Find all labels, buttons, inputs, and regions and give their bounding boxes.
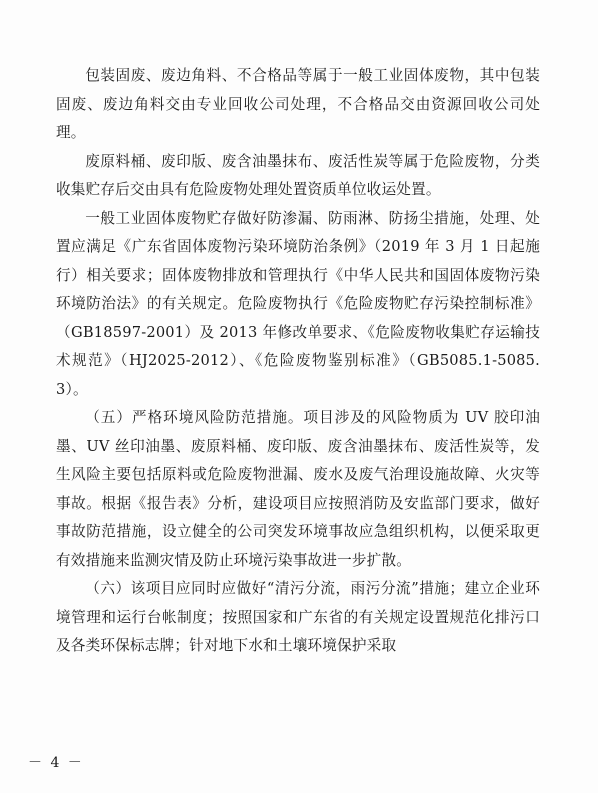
paragraph-rain-sewage-separation: （六）该项目应同时应做好“清污分流，雨污分流”措施；建立企业环境管理和运行台帐制度；按照国家和广东省的有关规定设置规范化排污口及各类环保标志牌；针对地下水和土壤环境保护采取 [56, 580, 540, 654]
paragraph-general-solid-waste: 包装固废、废边角料、不合格品等属于一般工业固体废物，其中包装固废、废边角料交由专业回收公司处理，不合格品交由资源回收公司处理。 [56, 67, 540, 141]
paragraph-hazardous-waste: 废原料桶、废印版、废含油墨抹布、废活性炭等属于危险废物，分类收集贮存后交由具有危险废物处理处置资质单位收运处置。 [56, 152, 540, 198]
paragraph-risk-prevention: （五）严格环境风险防范措施。项目涉及的风险物质为 UV 胶印油墨、UV 丝印油墨、废原料桶、废印版、废含油墨抹布、废活性炭等，发生风险主要包括原料或危险废物泄漏、废水及废气治理设施故障、火灾等事故。根据《报告表》分析，建设项目应按照消防及安监部门要求，做好事故防范措施，设立健全的公司突发环境事故应急组织机构，以便采取更有效措施来监测灾情及防止环境污染事故进一步扩散。 [56, 409, 540, 569]
page-number: － 4 － [28, 755, 84, 771]
paragraph-storage-requirements: 一般工业固体废物贮存做好防渗漏、防雨淋、防扬尘措施，处理、处置应满足《广东省固体废物污染环境防治条例》（2019 年 3 月 1 日起施行）相关要求；固体废物排放和管理执行《中华人民共和国固体废物污染环境防治法》的有关规定。危险废物执行《危险废物贮存污染控制标准》（GB18597-2001）及 2013 年修改单要求、《危险废物收集贮存运输技术规范》（HJ2025-2012）、《危险废物鉴别标准》（GB5085.1-5085.3）。 [56, 209, 540, 398]
document-body [56, 62, 540, 661]
